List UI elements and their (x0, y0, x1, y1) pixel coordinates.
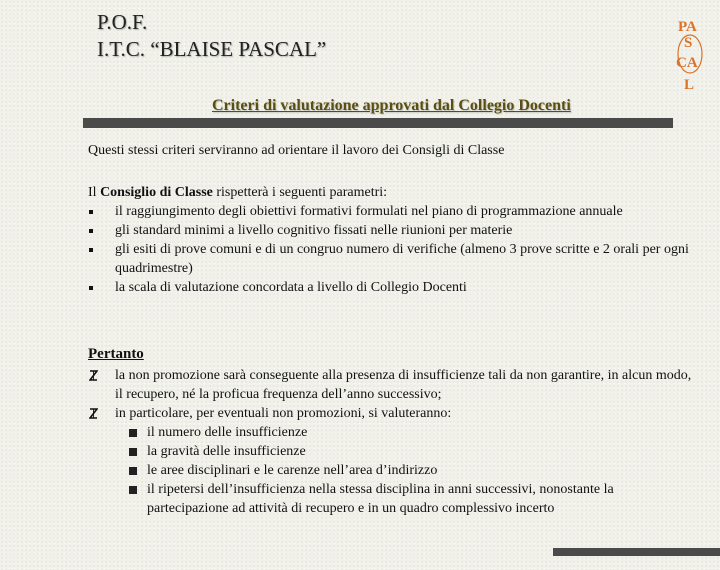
list-item-text: gli esiti di prove comuni e di un congruo numero di verifiche (almeno 3 prove scritte e 2 orali per ogni quadrimestre) (115, 242, 689, 276)
logo-letters-4: L (684, 77, 695, 93)
list-item (88, 278, 693, 297)
heading-bold: Consiglio di Classe (100, 185, 213, 200)
list-item (88, 221, 693, 240)
z-bullet-icon (89, 408, 98, 419)
list-item (116, 442, 693, 461)
header-line-pof: P.O.F. (97, 10, 148, 34)
pascal-logo (672, 14, 708, 94)
pertanto-title: Pertanto (88, 346, 144, 362)
logo-letters-1: PA (678, 19, 697, 35)
filled-square-bullet-icon (129, 486, 137, 494)
pertanto-section (88, 345, 693, 518)
list-item-text: la non promozione sarà conseguente alla presenza di insufficienze tali da non garantire, in alcun modo, il recupero, né la proficua frequenza dell’anno successivo; (115, 368, 692, 402)
list-item (88, 366, 693, 404)
list-item-text: la gravità delle insufficienze (147, 444, 306, 459)
list-item-text: il raggiungimento degli obiettivi formativi formulati nel piano di programmazione annuale (115, 204, 623, 219)
list-item (116, 480, 693, 518)
list-item-text: le aree disciplinari e le carenze nell’area d’indirizzo (147, 463, 438, 478)
list-item-text: il ripetersi dell’insufficienza nella stessa disciplina in anni successivi, nonostante la partecipazione ad attività di recupero e in un quadro complessivo incerto (147, 482, 614, 516)
square-bullet-icon (89, 229, 93, 233)
pertanto-list (88, 366, 693, 423)
list-item-text: la scala di valutazione concordata a livello di Collegio Docenti (115, 280, 467, 295)
list-item-text: in particolare, per eventuali non promozioni, si valuteranno: (115, 406, 452, 421)
list-item-text: gli standard minimi a livello cognitivo fissati nelle riunioni per materie (115, 223, 513, 238)
header-line-school: I.T.C. “BLAISE PASCAL” (97, 37, 327, 61)
list-item (88, 240, 693, 278)
filled-square-bullet-icon (129, 429, 137, 437)
intro-text: Questi stessi criteri serviranno ad orientare il lavoro dei Consigli di Classe (88, 143, 505, 158)
square-bullet-icon (89, 210, 93, 214)
parameters-heading (88, 183, 693, 202)
heading-prefix: Il (88, 185, 97, 200)
logo-letters-3: CA (676, 55, 698, 71)
list-item (116, 461, 693, 480)
heading-suffix: rispetterà i seguenti parametri: (216, 185, 388, 200)
document-header (97, 9, 326, 63)
parameters-section (88, 183, 693, 297)
z-bullet-icon (89, 370, 98, 381)
evaluation-criteria-list (88, 423, 693, 518)
logo-letters-2: S (684, 35, 693, 51)
parameters-list (88, 202, 693, 297)
divider-bar-top (83, 118, 673, 128)
divider-bar-bottom (553, 548, 720, 556)
list-item-text: il numero delle insufficienze (147, 425, 308, 440)
list-item (88, 404, 693, 423)
filled-square-bullet-icon (129, 467, 137, 475)
square-bullet-icon (89, 286, 93, 290)
filled-square-bullet-icon (129, 448, 137, 456)
square-bullet-icon (89, 248, 93, 252)
list-item (116, 423, 693, 442)
list-item (88, 202, 693, 221)
section-subtitle: Criteri di valutazione approvati dal Collegio Docenti (212, 97, 571, 114)
